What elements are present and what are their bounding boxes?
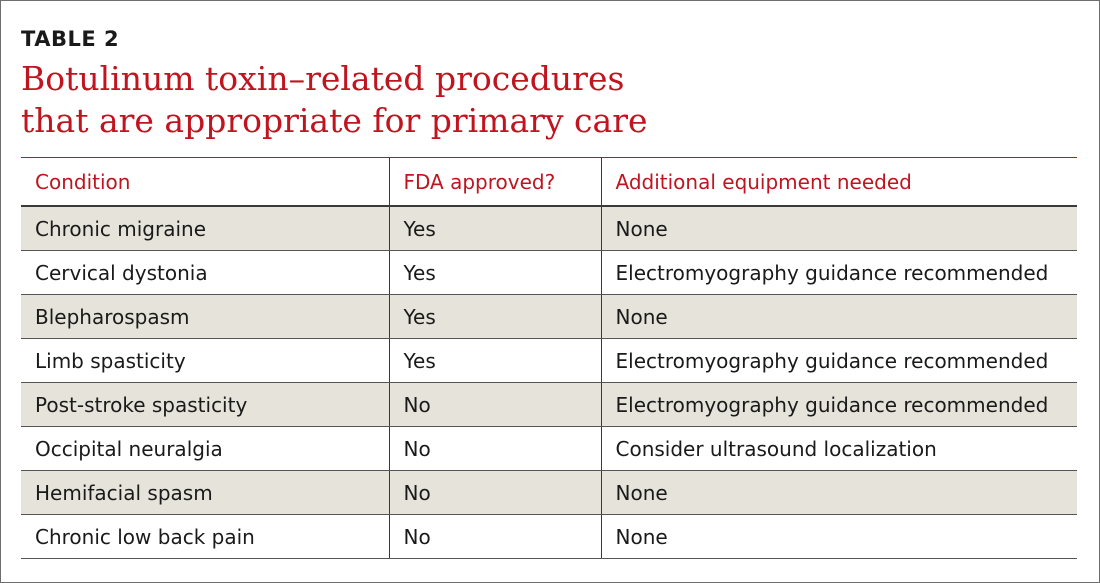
cell-condition: Hemifacial spasm <box>21 471 389 515</box>
table-row <box>21 427 1077 471</box>
cell-fda-approved: Yes <box>389 339 601 383</box>
cell-equipment: None <box>601 515 1077 559</box>
cell-fda-approved: Yes <box>389 206 601 251</box>
cell-equipment: Electromyography guidance recommended <box>601 339 1077 383</box>
cell-fda-approved: No <box>389 515 601 559</box>
procedures-table <box>21 158 1077 559</box>
cell-fda-approved: Yes <box>389 251 601 295</box>
cell-condition: Cervical dystonia <box>21 251 389 295</box>
cell-condition: Chronic low back pain <box>21 515 389 559</box>
table-row <box>21 339 1077 383</box>
cell-equipment: Electromyography guidance recommended <box>601 251 1077 295</box>
table-row <box>21 515 1077 559</box>
cell-fda-approved: No <box>389 471 601 515</box>
cell-equipment: None <box>601 295 1077 339</box>
title-line-1: Botulinum toxin–related procedures <box>21 59 625 98</box>
title-line-2: that are appropriate for primary care <box>21 101 648 140</box>
cell-equipment: None <box>601 471 1077 515</box>
cell-condition: Occipital neuralgia <box>21 427 389 471</box>
cell-condition: Blepharospasm <box>21 295 389 339</box>
column-header-equipment: Additional equipment needed <box>601 158 1077 206</box>
table-row <box>21 206 1077 251</box>
table-row <box>21 471 1077 515</box>
cell-equipment: Electromyography guidance recommended <box>601 383 1077 427</box>
table-row <box>21 295 1077 339</box>
column-header-condition: Condition <box>21 158 389 206</box>
cell-condition: Limb spasticity <box>21 339 389 383</box>
cell-fda-approved: Yes <box>389 295 601 339</box>
table-title <box>21 58 1071 142</box>
cell-equipment: None <box>601 206 1077 251</box>
cell-fda-approved: No <box>389 427 601 471</box>
cell-condition: Chronic migraine <box>21 206 389 251</box>
table-row <box>21 383 1077 427</box>
table-header-row <box>21 158 1077 206</box>
table-label: TABLE 2 <box>21 27 120 51</box>
column-header-fda-approved: FDA approved? <box>389 158 601 206</box>
cell-condition: Post-stroke spasticity <box>21 383 389 427</box>
table-row <box>21 251 1077 295</box>
cell-fda-approved: No <box>389 383 601 427</box>
cell-equipment: Consider ultrasound localization <box>601 427 1077 471</box>
